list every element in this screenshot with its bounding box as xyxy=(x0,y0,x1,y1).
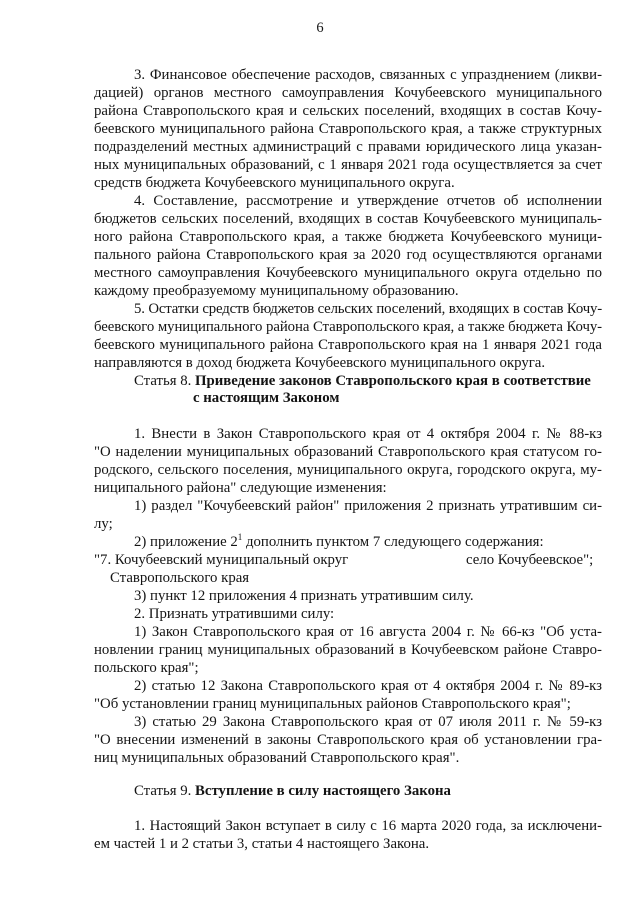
text-line: "О наделении муниципальных образований Ставропольского края статусом го- xyxy=(94,444,602,460)
text-line: подразделений местных администраций с правами юридического лица указан- xyxy=(94,139,602,155)
text-line: 1) раздел "Кочубеевский район" приложения 2 признать утратившим си- xyxy=(134,498,602,514)
text-line: 1. Внести в Закон Ставропольского края от 4 октября 2004 г. № 88-кз xyxy=(134,426,602,442)
article-9-label: Статья 9. xyxy=(134,783,196,799)
text-line: района Ставропольского края и сельских поселений, входящих в состав Кочу- xyxy=(94,103,602,119)
text-line: 2. Признать утратившими силу: xyxy=(134,606,335,622)
text-line xyxy=(134,533,544,551)
text-line: пального района Ставропольского края за 2020 год осуществляются органами xyxy=(94,247,602,263)
text-line: ного района Ставропольского края, а также бюджета Кочубеевского муници- xyxy=(94,229,602,245)
page-number: 6 xyxy=(316,20,324,36)
text-line: польского края"; xyxy=(94,660,199,676)
article-8-title-cont xyxy=(193,389,339,407)
text-line: каждому преобразуемому муниципальному образованию. xyxy=(94,283,459,299)
article-8-title: Приведение законов Ставропольского края в соответствие xyxy=(195,373,591,389)
text-line: 2) статью 12 Закона Ставропольского края от 4 октября 2004 г. № 89-кз xyxy=(134,678,602,694)
article-8-label: Статья 8. xyxy=(134,373,196,389)
text-line: ных муниципальных образований, с 1 января 2021 года осуществляется за счет xyxy=(94,157,602,173)
text-line: беевского муниципального района Ставропольского края на 1 января 2021 года xyxy=(94,337,602,353)
text-line: 3. Финансовое обеспечение расходов, связанных с упразднением (ликви- xyxy=(134,67,602,83)
text-line: ниц муниципальных образований Ставропольского края". xyxy=(94,750,460,766)
text-line: "Об установлении границ муниципальных районов Ставропольского края"; xyxy=(94,696,571,712)
text-line: 3) пункт 12 приложения 4 признать утратившим силу. xyxy=(134,588,474,604)
text-line: бюджетов сельских поселений, входящих в состав Кочубеевского муниципаль- xyxy=(94,211,602,227)
article-9-heading xyxy=(134,782,451,800)
text-line: родского, сельского поселения, муниципального округа, городского округа, му- xyxy=(94,462,602,478)
text-line: беевского муниципального района Ставропольского края, а также структурных xyxy=(94,121,602,137)
text-line: село Кочубеевское"; xyxy=(466,552,594,568)
text-line: "7. Кочубеевский муниципальный округ xyxy=(94,552,349,568)
text-line: ем частей 1 и 2 статьи 3, статьи 4 настоящего Закона. xyxy=(94,836,430,852)
text-fragment: дополнить пунктом 7 следующего содержания: xyxy=(242,534,544,550)
text-line: Ставропольского края xyxy=(110,570,250,586)
text-line: 4. Составление, рассмотрение и утверждение отчетов об исполнении xyxy=(134,193,602,209)
text-line: средств бюджета Кочубеевского муниципального округа. xyxy=(94,175,455,191)
text-line: ниципального района" следующие изменения: xyxy=(94,480,387,496)
text-line: лу; xyxy=(94,516,113,532)
article-9-title: Вступление в силу настоящего Закона xyxy=(195,783,451,799)
text-line: 1. Настоящий Закон вступает в силу с 16 марта 2020 года, за исключени- xyxy=(134,818,602,834)
text-line: новлении границ муниципальных образований в Кочубеевском районе Ставро- xyxy=(94,642,602,658)
text-line: дацией) органов местного самоуправления Кочубеевского муниципального xyxy=(94,85,602,101)
article-8-heading xyxy=(134,372,591,390)
article-8-title-line2: с настоящим Законом xyxy=(193,390,340,406)
text-line: 3) статью 29 Закона Ставропольского края от 07 июля 2011 г. № 59-кз xyxy=(134,714,602,730)
text-line: направляются в доход бюджета Кочубеевского муниципального округа. xyxy=(94,355,546,371)
superscript: 1 xyxy=(237,532,243,542)
text-line: 5. Остатки средств бюджетов сельских поселений, входящих в состав Кочу- xyxy=(134,301,602,317)
text-line: беевского муниципального района Ставропольского края, а также бюджета Кочу- xyxy=(94,319,602,335)
text-line: "О внесении изменений в законы Ставропольского края об установлении гра- xyxy=(94,732,602,748)
text-line: местного самоуправления Кочубеевского муниципального округа отдельно по xyxy=(94,265,602,281)
text-fragment: 2) приложение 2 xyxy=(134,534,238,550)
text-line: 1) Закон Ставропольского края от 16 августа 2004 г. № 66-кз "Об уста- xyxy=(134,624,602,640)
